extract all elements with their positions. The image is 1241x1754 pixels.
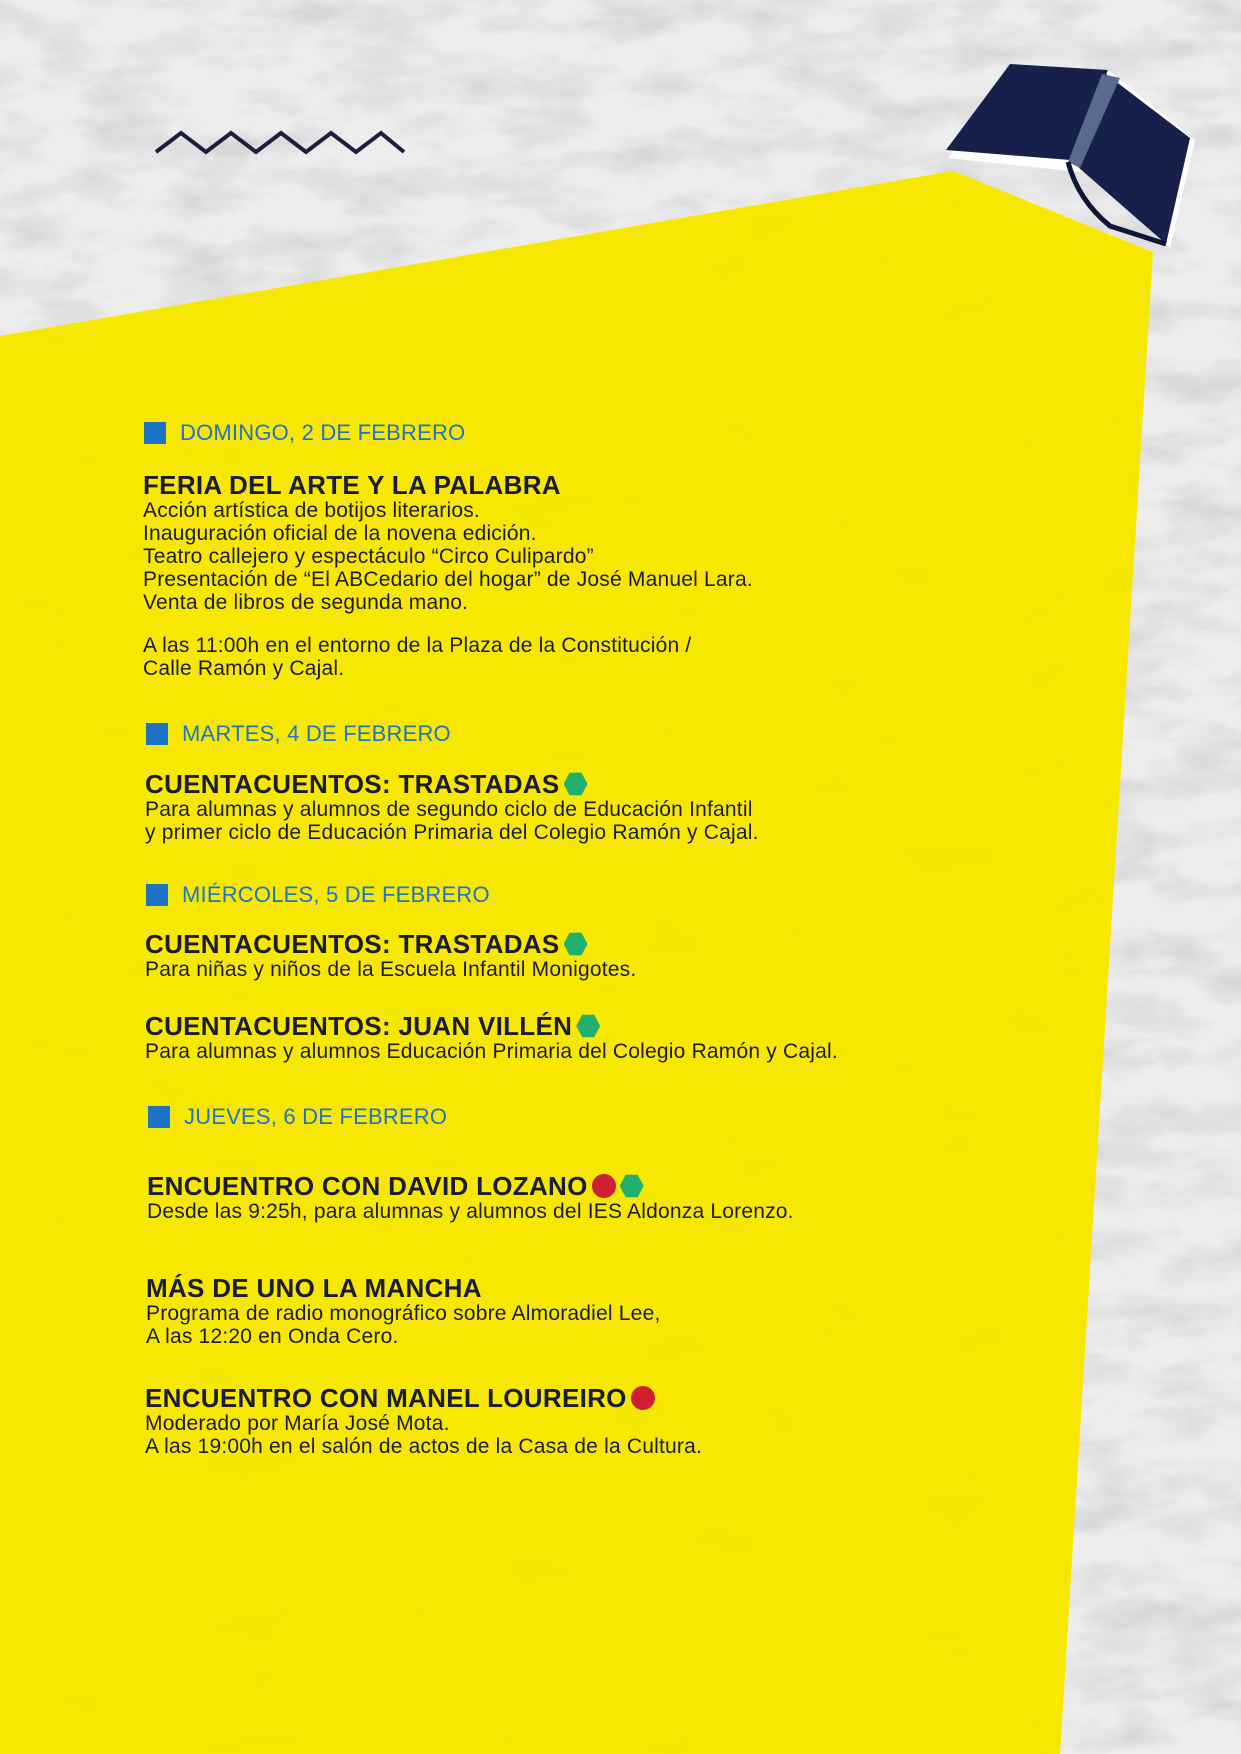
event-detail-line: Programa de radio monográfico sobre Almoradiel Lee,	[146, 1302, 661, 1325]
event-title-text: CUENTACUENTOS: JUAN VILLÉN	[145, 1011, 573, 1041]
event-detail-line: Para alumnas y alumnos de segundo ciclo de Educación Infantil	[145, 798, 753, 821]
green-hexagon-icon	[564, 772, 588, 796]
event-title-text: ENCUENTRO CON MANEL LOUREIRO	[145, 1383, 627, 1413]
event-block	[145, 1384, 702, 1458]
event-title-text: MÁS DE UNO LA MANCHA	[146, 1273, 482, 1303]
green-hexagon-icon	[620, 1174, 644, 1198]
event-block	[147, 1172, 794, 1223]
event-detail-line: Venta de libros de segunda mano.	[143, 591, 469, 614]
day-label: MIÉRCOLES, 5 DE FEBRERO	[182, 882, 490, 907]
event-block	[146, 1274, 660, 1348]
day-heading	[148, 1104, 447, 1130]
event-title-text: CUENTACUENTOS: TRASTADAS	[145, 769, 560, 799]
square-bullet-icon	[146, 723, 168, 745]
event-title	[143, 471, 753, 499]
square-bullet-icon	[144, 422, 166, 444]
day-heading	[144, 420, 465, 446]
event-title	[145, 1012, 838, 1040]
event-detail-line: Inauguración oficial de la novena edición.	[143, 522, 537, 545]
event-block	[145, 770, 759, 844]
event-title	[147, 1172, 794, 1200]
event-block	[143, 471, 753, 680]
day-label: MARTES, 4 DE FEBRERO	[182, 721, 451, 746]
event-title	[145, 1384, 702, 1412]
event-detail-line: A las 12:20 en Onda Cero.	[146, 1325, 399, 1348]
green-hexagon-icon	[564, 932, 588, 956]
square-bullet-icon	[146, 884, 168, 906]
event-detail-line: Presentación de “El ABCedario del hogar” de José Manuel Lara.	[143, 568, 753, 591]
day-label: DOMINGO, 2 DE FEBRERO	[180, 420, 466, 445]
event-block	[145, 1012, 838, 1063]
event-block	[145, 930, 636, 981]
event-detail-line: Moderado por María José Mota.	[145, 1412, 450, 1435]
green-hexagon-icon	[576, 1014, 600, 1038]
red-circle-icon	[631, 1386, 655, 1410]
event-detail-line: y primer ciclo de Educación Primaria del Colegio Ramón y Cajal.	[145, 821, 759, 844]
event-detail-line: Para niñas y niños de la Escuela Infantil Monigotes.	[145, 958, 637, 981]
event-title-text: CUENTACUENTOS: TRASTADAS	[145, 929, 560, 959]
event-title	[146, 1274, 660, 1302]
event-location-line: A las 11:00h en el entorno de la Plaza de la Constitución /	[143, 634, 692, 657]
event-detail-line: Para alumnas y alumnos Educación Primaria del Colegio Ramón y Cajal.	[145, 1040, 838, 1063]
event-title-text: ENCUENTRO CON DAVID LOZANO	[147, 1171, 588, 1201]
event-detail-line: Acción artística de botijos literarios.	[143, 499, 480, 522]
day-heading	[146, 721, 451, 747]
spacer	[143, 614, 753, 634]
day-heading	[146, 882, 490, 908]
event-detail-line: Teatro callejero y espectáculo “Circo Culipardo”	[143, 545, 594, 568]
event-location-line: Calle Ramón y Cajal.	[143, 657, 345, 680]
event-title-text: FERIA DEL ARTE Y LA PALABRA	[143, 470, 561, 500]
square-bullet-icon	[148, 1106, 170, 1128]
event-title	[145, 770, 759, 798]
day-label: JUEVES, 6 DE FEBRERO	[184, 1104, 448, 1129]
red-circle-icon	[592, 1174, 616, 1198]
event-detail-line: A las 19:00h en el salón de actos de la Casa de la Cultura.	[145, 1435, 702, 1458]
event-title	[145, 930, 636, 958]
event-detail-line: Desde las 9:25h, para alumnas y alumnos del IES Aldonza Lorenzo.	[147, 1200, 794, 1223]
